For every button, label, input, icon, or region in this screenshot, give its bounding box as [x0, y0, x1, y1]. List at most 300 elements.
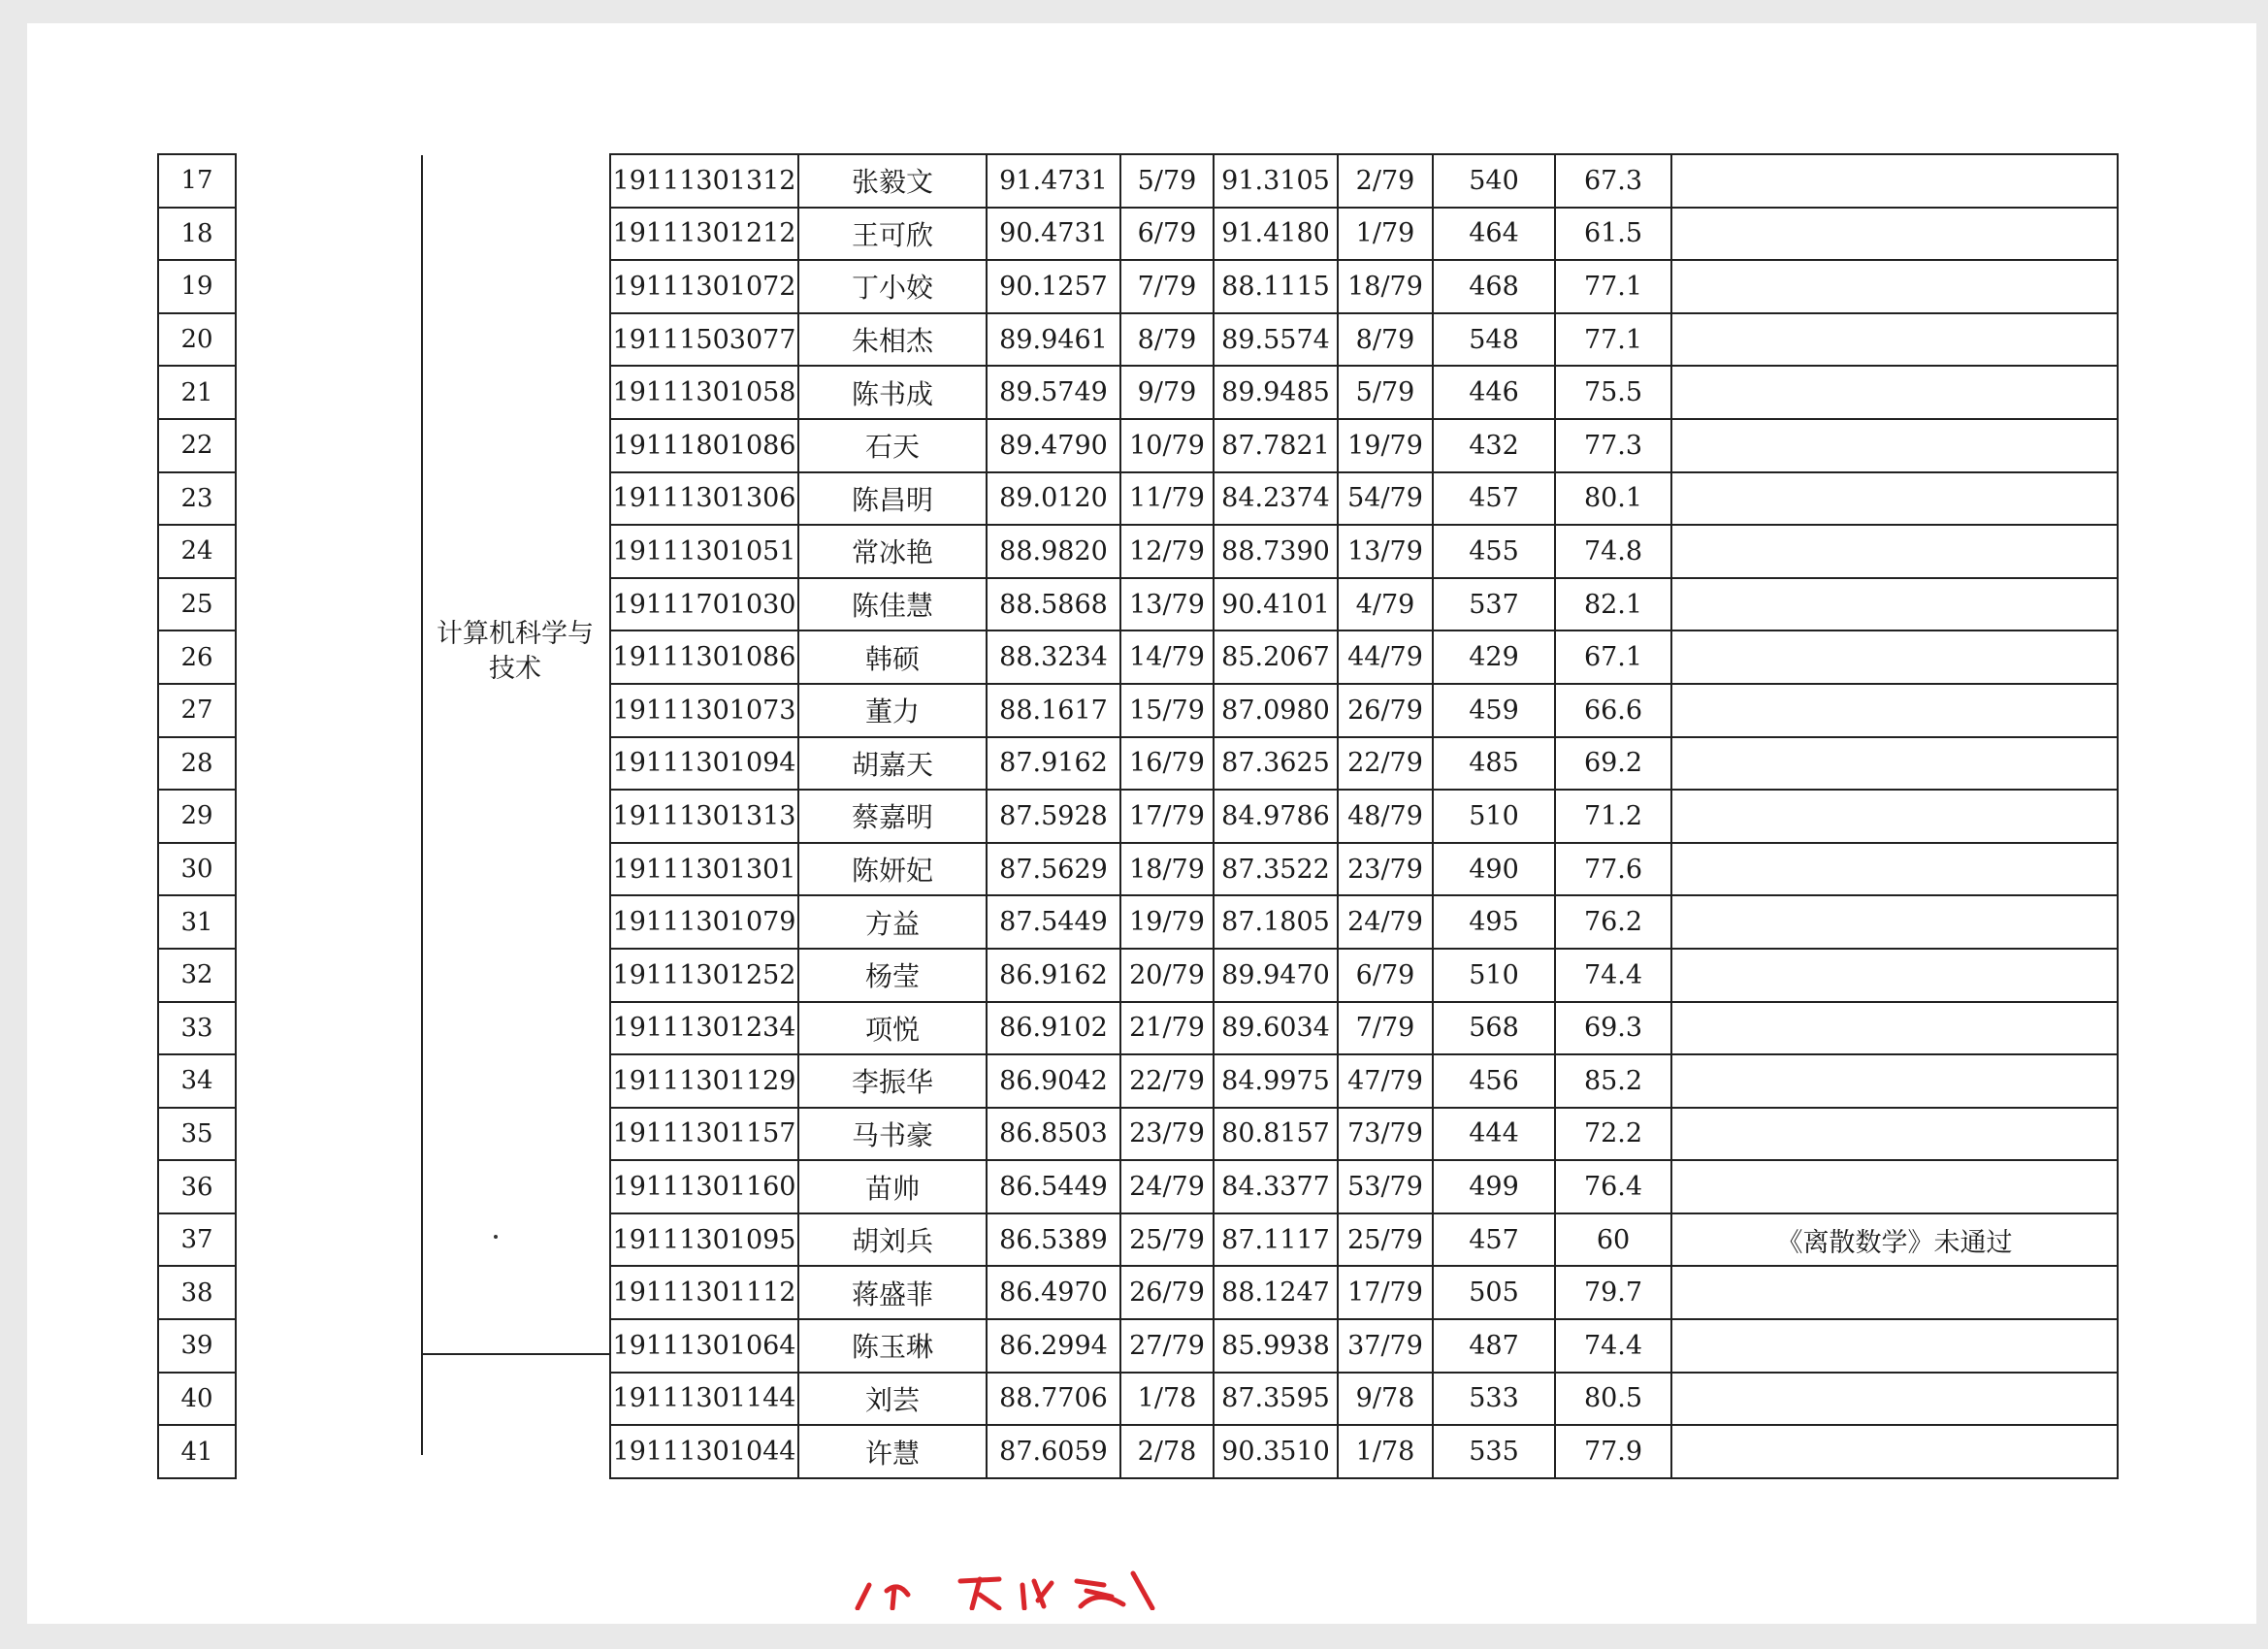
cell-rank2: 47/79	[1338, 1054, 1433, 1108]
cell-score3: 499	[1433, 1160, 1555, 1213]
cell-id: 19111301086	[610, 630, 798, 684]
cell-name: 方益	[798, 895, 987, 949]
serial-row	[158, 366, 236, 419]
cell-id: 19111301301	[610, 843, 798, 896]
cell-score2: 88.7390	[1214, 525, 1338, 578]
cell-name: 董力	[798, 684, 987, 737]
cell-note	[1671, 737, 2118, 791]
cell-rank1: 15/79	[1120, 684, 1214, 737]
cell-rank1: 22/79	[1120, 1054, 1214, 1108]
cell-name: 石天	[798, 419, 987, 472]
cell-score2: 85.2067	[1214, 630, 1338, 684]
cell-name: 马书豪	[798, 1108, 987, 1161]
cell-score3: 468	[1433, 260, 1555, 313]
cell-score1: 86.4970	[987, 1266, 1120, 1319]
cell-id: 19111503077	[610, 313, 798, 367]
cell-rank2: 2/79	[1338, 154, 1433, 208]
cell-score4: 82.1	[1555, 578, 1671, 631]
cell-score4: 76.4	[1555, 1160, 1671, 1213]
cell-name: 常冰艳	[798, 525, 987, 578]
cell-score1: 86.2994	[987, 1319, 1120, 1373]
major-group-divider	[421, 1353, 609, 1355]
cell-rank2: 1/78	[1338, 1425, 1433, 1478]
serial-row	[158, 313, 236, 367]
cell-name: 胡刘兵	[798, 1213, 987, 1267]
cell-score4: 77.9	[1555, 1425, 1671, 1478]
serial-number: 29	[158, 790, 236, 843]
cell-rank1: 24/79	[1120, 1160, 1214, 1213]
cell-score1: 87.5629	[987, 843, 1120, 896]
serial-number-table	[157, 153, 237, 1479]
cell-score2: 88.1115	[1214, 260, 1338, 313]
cell-score4: 74.8	[1555, 525, 1671, 578]
serial-number: 40	[158, 1373, 236, 1426]
cell-score3: 432	[1433, 419, 1555, 472]
cell-score2: 85.9938	[1214, 1319, 1338, 1373]
cell-name: 丁小姣	[798, 260, 987, 313]
cell-score4: 79.7	[1555, 1266, 1671, 1319]
cell-note	[1671, 843, 2118, 896]
serial-number: 38	[158, 1266, 236, 1319]
cell-score4: 80.1	[1555, 472, 1671, 526]
cell-rank2: 5/79	[1338, 366, 1433, 419]
cell-note	[1671, 949, 2118, 1002]
cell-score3: 446	[1433, 366, 1555, 419]
cell-note	[1671, 1108, 2118, 1161]
serial-row	[158, 843, 236, 896]
cell-name: 李振华	[798, 1054, 987, 1108]
cell-score1: 89.9461	[987, 313, 1120, 367]
serial-row	[158, 895, 236, 949]
cell-rank2: 9/78	[1338, 1373, 1433, 1426]
serial-number: 41	[158, 1425, 236, 1478]
cell-rank2: 26/79	[1338, 684, 1433, 737]
cell-id: 19111301212	[610, 208, 798, 261]
table-row	[610, 630, 2118, 684]
table-row	[610, 525, 2118, 578]
cell-score2: 88.1247	[1214, 1266, 1338, 1319]
cell-rank1: 19/79	[1120, 895, 1214, 949]
cell-score2: 89.9485	[1214, 366, 1338, 419]
serial-number: 17	[158, 154, 236, 208]
cell-score2: 87.0980	[1214, 684, 1338, 737]
cell-rank1: 21/79	[1120, 1002, 1214, 1055]
cell-score2: 80.8157	[1214, 1108, 1338, 1161]
cell-note	[1671, 1266, 2118, 1319]
serial-row	[158, 208, 236, 261]
cell-rank2: 37/79	[1338, 1319, 1433, 1373]
serial-row	[158, 1054, 236, 1108]
cell-note: 《离散数学》未通过	[1671, 1213, 2118, 1267]
cell-id: 19111301144	[610, 1373, 798, 1426]
serial-number: 33	[158, 1002, 236, 1055]
cell-note	[1671, 260, 2118, 313]
cell-score2: 87.3522	[1214, 843, 1338, 896]
cell-id: 19111301306	[610, 472, 798, 526]
serial-row	[158, 1373, 236, 1426]
cell-score1: 88.3234	[987, 630, 1120, 684]
cell-name: 胡嘉天	[798, 737, 987, 791]
cell-name: 韩硕	[798, 630, 987, 684]
cell-id: 19111301058	[610, 366, 798, 419]
serial-row	[158, 1108, 236, 1161]
serial-number: 37	[158, 1213, 236, 1267]
cell-rank2: 24/79	[1338, 895, 1433, 949]
cell-score1: 86.9102	[987, 1002, 1120, 1055]
table-row	[610, 1266, 2118, 1319]
cell-score3: 457	[1433, 1213, 1555, 1267]
cell-score1: 89.4790	[987, 419, 1120, 472]
cell-note	[1671, 208, 2118, 261]
cell-rank1: 9/79	[1120, 366, 1214, 419]
cell-rank1: 27/79	[1120, 1319, 1214, 1373]
cell-rank2: 17/79	[1338, 1266, 1433, 1319]
cell-note	[1671, 366, 2118, 419]
cell-note	[1671, 630, 2118, 684]
table-row	[610, 895, 2118, 949]
cell-score3: 510	[1433, 949, 1555, 1002]
cell-score2: 90.3510	[1214, 1425, 1338, 1478]
cell-score4: 77.3	[1555, 419, 1671, 472]
serial-number: 26	[158, 630, 236, 684]
cell-rank1: 23/79	[1120, 1108, 1214, 1161]
table-row	[610, 843, 2118, 896]
serial-number: 32	[158, 949, 236, 1002]
cell-score2: 87.7821	[1214, 419, 1338, 472]
serial-row	[158, 1002, 236, 1055]
serial-number: 36	[158, 1160, 236, 1213]
cell-score3: 537	[1433, 578, 1555, 631]
cell-score4: 74.4	[1555, 949, 1671, 1002]
cell-score3: 487	[1433, 1319, 1555, 1373]
serial-row	[158, 1319, 236, 1373]
cell-score3: 459	[1433, 684, 1555, 737]
cell-rank1: 6/79	[1120, 208, 1214, 261]
serial-number: 20	[158, 313, 236, 367]
cell-score3: 456	[1433, 1054, 1555, 1108]
cell-score1: 87.5928	[987, 790, 1120, 843]
cell-note	[1671, 578, 2118, 631]
serial-row	[158, 1213, 236, 1267]
cell-id: 19111301072	[610, 260, 798, 313]
cell-score3: 490	[1433, 843, 1555, 896]
table-row	[610, 684, 2118, 737]
table-row	[610, 260, 2118, 313]
cell-id: 19111301112	[610, 1266, 798, 1319]
cell-id: 19111301094	[610, 737, 798, 791]
cell-note	[1671, 1054, 2118, 1108]
cell-score4: 77.1	[1555, 313, 1671, 367]
cell-note	[1671, 1002, 2118, 1055]
cell-rank2: 25/79	[1338, 1213, 1433, 1267]
cell-name: 苗帅	[798, 1160, 987, 1213]
cell-rank1: 26/79	[1120, 1266, 1214, 1319]
cell-name: 蔡嘉明	[798, 790, 987, 843]
red-seal-stamp	[844, 1552, 1164, 1610]
cell-score3: 505	[1433, 1266, 1555, 1319]
cell-note	[1671, 419, 2118, 472]
cell-id: 19111301073	[610, 684, 798, 737]
table-row	[610, 1213, 2118, 1267]
serial-row	[158, 1425, 236, 1478]
cell-note	[1671, 313, 2118, 367]
cell-note	[1671, 1319, 2118, 1373]
cell-rank2: 18/79	[1338, 260, 1433, 313]
cell-score2: 84.2374	[1214, 472, 1338, 526]
cell-rank2: 53/79	[1338, 1160, 1433, 1213]
cell-note	[1671, 790, 2118, 843]
table-row	[610, 1108, 2118, 1161]
serial-number: 34	[158, 1054, 236, 1108]
cell-score3: 535	[1433, 1425, 1555, 1478]
speck	[494, 1235, 498, 1239]
cell-rank1: 1/78	[1120, 1373, 1214, 1426]
cell-rank1: 25/79	[1120, 1213, 1214, 1267]
cell-rank2: 1/79	[1338, 208, 1433, 261]
cell-score2: 84.9975	[1214, 1054, 1338, 1108]
table-row	[610, 1425, 2118, 1478]
cell-score1: 88.1617	[987, 684, 1120, 737]
cell-id: 19111301157	[610, 1108, 798, 1161]
cell-score1: 86.9162	[987, 949, 1120, 1002]
table-row	[610, 578, 2118, 631]
cell-score4: 77.6	[1555, 843, 1671, 896]
serial-number: 25	[158, 578, 236, 631]
cell-id: 19111301095	[610, 1213, 798, 1267]
cell-score3: 495	[1433, 895, 1555, 949]
cell-score4: 66.6	[1555, 684, 1671, 737]
cell-note	[1671, 1373, 2118, 1426]
serial-row	[158, 684, 236, 737]
serial-number: 28	[158, 737, 236, 791]
cell-name: 刘芸	[798, 1373, 987, 1426]
serial-number: 19	[158, 260, 236, 313]
cell-score4: 80.5	[1555, 1373, 1671, 1426]
serial-number: 30	[158, 843, 236, 896]
cell-rank2: 13/79	[1338, 525, 1433, 578]
serial-number: 23	[158, 472, 236, 526]
cell-note	[1671, 472, 2118, 526]
serial-row	[158, 1160, 236, 1213]
cell-score4: 67.1	[1555, 630, 1671, 684]
cell-score1: 90.4731	[987, 208, 1120, 261]
cell-score1: 90.1257	[987, 260, 1120, 313]
cell-rank2: 8/79	[1338, 313, 1433, 367]
cell-id: 19111301079	[610, 895, 798, 949]
cell-score4: 75.5	[1555, 366, 1671, 419]
cell-score2: 89.6034	[1214, 1002, 1338, 1055]
cell-score3: 444	[1433, 1108, 1555, 1161]
serial-number: 27	[158, 684, 236, 737]
cell-score1: 87.6059	[987, 1425, 1120, 1478]
cell-rank1: 17/79	[1120, 790, 1214, 843]
cell-rank1: 2/78	[1120, 1425, 1214, 1478]
cell-name: 朱相杰	[798, 313, 987, 367]
cell-score2: 89.5574	[1214, 313, 1338, 367]
cell-rank2: 44/79	[1338, 630, 1433, 684]
cell-rank1: 12/79	[1120, 525, 1214, 578]
serial-row	[158, 525, 236, 578]
cell-score3: 457	[1433, 472, 1555, 526]
cell-score4: 69.2	[1555, 737, 1671, 791]
cell-score3: 533	[1433, 1373, 1555, 1426]
cell-score2: 87.1805	[1214, 895, 1338, 949]
serial-row	[158, 949, 236, 1002]
table-row	[610, 208, 2118, 261]
cell-name: 张毅文	[798, 154, 987, 208]
cell-score4: 85.2	[1555, 1054, 1671, 1108]
serial-number: 39	[158, 1319, 236, 1373]
cell-id: 19111801086	[610, 419, 798, 472]
cell-score3: 540	[1433, 154, 1555, 208]
major-name: 计算机科学与 技术	[437, 619, 594, 684]
cell-id: 19111301234	[610, 1002, 798, 1055]
score-table	[609, 153, 2119, 1479]
cell-name: 项悦	[798, 1002, 987, 1055]
cell-score3: 429	[1433, 630, 1555, 684]
cell-score1: 87.9162	[987, 737, 1120, 791]
cell-score4: 72.2	[1555, 1108, 1671, 1161]
table-row	[610, 419, 2118, 472]
table-row	[610, 1054, 2118, 1108]
table-row	[610, 1002, 2118, 1055]
cell-score4: 77.1	[1555, 260, 1671, 313]
cell-note	[1671, 525, 2118, 578]
cell-score1: 86.5449	[987, 1160, 1120, 1213]
cell-score3: 548	[1433, 313, 1555, 367]
serial-number: 22	[158, 419, 236, 472]
table-row	[610, 737, 2118, 791]
serial-row	[158, 419, 236, 472]
serial-row	[158, 790, 236, 843]
cell-score1: 88.7706	[987, 1373, 1120, 1426]
cell-id: 19111301044	[610, 1425, 798, 1478]
cell-rank2: 6/79	[1338, 949, 1433, 1002]
cell-name: 许慧	[798, 1425, 987, 1478]
table-row	[610, 1319, 2118, 1373]
cell-rank1: 14/79	[1120, 630, 1214, 684]
cell-note	[1671, 1425, 2118, 1478]
table-row	[610, 313, 2118, 367]
cell-score4: 67.3	[1555, 154, 1671, 208]
table-row	[610, 1373, 2118, 1426]
cell-name: 陈书成	[798, 366, 987, 419]
cell-score4: 71.2	[1555, 790, 1671, 843]
table-row	[610, 949, 2118, 1002]
serial-number: 21	[158, 366, 236, 419]
cell-score4: 60	[1555, 1213, 1671, 1267]
cell-rank1: 13/79	[1120, 578, 1214, 631]
cell-score2: 84.9786	[1214, 790, 1338, 843]
table-row	[610, 790, 2118, 843]
cell-rank2: 73/79	[1338, 1108, 1433, 1161]
serial-number: 18	[158, 208, 236, 261]
cell-score4: 74.4	[1555, 1319, 1671, 1373]
cell-score1: 88.9820	[987, 525, 1120, 578]
cell-rank2: 22/79	[1338, 737, 1433, 791]
cell-rank2: 54/79	[1338, 472, 1433, 526]
major-column-left-line	[421, 155, 423, 1455]
serial-row	[158, 737, 236, 791]
serial-row	[158, 472, 236, 526]
cell-score2: 87.1117	[1214, 1213, 1338, 1267]
cell-score2: 84.3377	[1214, 1160, 1338, 1213]
cell-note	[1671, 154, 2118, 208]
serial-row	[158, 154, 236, 208]
cell-score1: 86.5389	[987, 1213, 1120, 1267]
cell-score3: 464	[1433, 208, 1555, 261]
cell-rank1: 18/79	[1120, 843, 1214, 896]
cell-score2: 91.4180	[1214, 208, 1338, 261]
cell-rank2: 4/79	[1338, 578, 1433, 631]
cell-id: 19111301252	[610, 949, 798, 1002]
cell-score1: 86.8503	[987, 1108, 1120, 1161]
table-row	[610, 154, 2118, 208]
serial-number: 35	[158, 1108, 236, 1161]
cell-id: 19111301064	[610, 1319, 798, 1373]
cell-score1: 87.5449	[987, 895, 1120, 949]
cell-name: 蒋盛菲	[798, 1266, 987, 1319]
cell-rank1: 5/79	[1120, 154, 1214, 208]
table-row	[610, 1160, 2118, 1213]
cell-score1: 89.0120	[987, 472, 1120, 526]
table-row	[610, 366, 2118, 419]
cell-score2: 87.3595	[1214, 1373, 1338, 1426]
cell-rank1: 20/79	[1120, 949, 1214, 1002]
cell-name: 陈妍妃	[798, 843, 987, 896]
cell-score1: 91.4731	[987, 154, 1120, 208]
cell-score2: 91.3105	[1214, 154, 1338, 208]
serial-row	[158, 578, 236, 631]
cell-rank2: 19/79	[1338, 419, 1433, 472]
cell-score4: 76.2	[1555, 895, 1671, 949]
cell-id: 19111301051	[610, 525, 798, 578]
cell-score3: 455	[1433, 525, 1555, 578]
cell-score1: 86.9042	[987, 1054, 1120, 1108]
cell-score3: 485	[1433, 737, 1555, 791]
cell-note	[1671, 895, 2118, 949]
cell-score4: 69.3	[1555, 1002, 1671, 1055]
cell-name: 陈昌明	[798, 472, 987, 526]
cell-id: 19111301313	[610, 790, 798, 843]
cell-score2: 87.3625	[1214, 737, 1338, 791]
cell-score2: 89.9470	[1214, 949, 1338, 1002]
serial-number: 24	[158, 525, 236, 578]
cell-id: 19111301160	[610, 1160, 798, 1213]
cell-score1: 89.5749	[987, 366, 1120, 419]
cell-id: 19111301129	[610, 1054, 798, 1108]
serial-number: 31	[158, 895, 236, 949]
cell-name: 陈玉琳	[798, 1319, 987, 1373]
serial-row	[158, 1266, 236, 1319]
cell-name: 王可欣	[798, 208, 987, 261]
cell-name: 陈佳慧	[798, 578, 987, 631]
serial-row	[158, 630, 236, 684]
cell-note	[1671, 1160, 2118, 1213]
cell-rank1: 8/79	[1120, 313, 1214, 367]
cell-score2: 90.4101	[1214, 578, 1338, 631]
cell-score3: 510	[1433, 790, 1555, 843]
cell-score1: 88.5868	[987, 578, 1120, 631]
table-row	[610, 472, 2118, 526]
cell-id: 19111701030	[610, 578, 798, 631]
cell-rank2: 48/79	[1338, 790, 1433, 843]
cell-rank1: 7/79	[1120, 260, 1214, 313]
serial-row	[158, 260, 236, 313]
cell-rank1: 10/79	[1120, 419, 1214, 472]
cell-rank2: 7/79	[1338, 1002, 1433, 1055]
cell-rank1: 11/79	[1120, 472, 1214, 526]
